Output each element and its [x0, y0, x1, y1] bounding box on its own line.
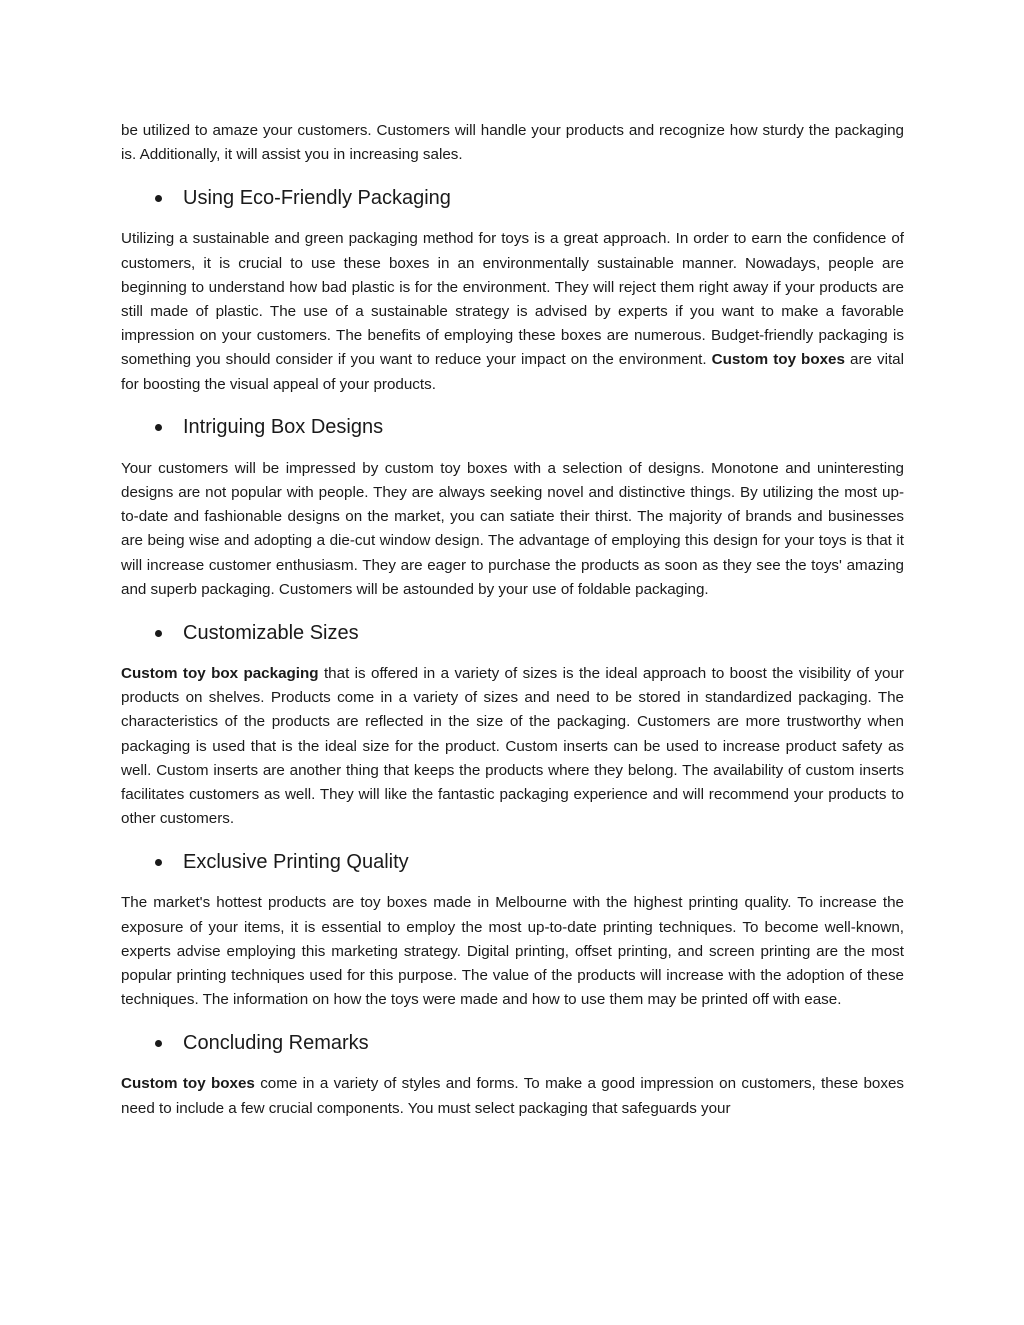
document-page — [121, 119, 904, 1121]
section-paragraph — [121, 227, 904, 396]
section-heading — [121, 414, 904, 442]
section-heading — [121, 848, 904, 876]
bold-keyword: Custom toy boxes — [121, 1075, 255, 1093]
section-heading — [121, 184, 904, 212]
section-paragraph: Your customers will be impressed by custom toy boxes with a selection of designs. Monotone and uninteresting designs are not popular with people. They are always seeking novel and distinctive things. By utilizing the most up-to-date and fashionable designs on the market, you can satiate their thirst. The majority of brands and businesses are being wise and adopting a die-cut window design. The advantage of employing this design for your toys is that it will increase customer enthusiasm. They are eager to purchase the products as soon as they see the toys' amazing and superb packaging. Customers will be astounded by your use of foldable packaging. — [121, 459, 904, 598]
section-heading — [121, 619, 904, 647]
bullet-icon — [155, 1040, 162, 1047]
heading-text: Exclusive Printing Quality — [183, 850, 409, 873]
bullet-icon — [155, 195, 162, 202]
heading-text: Using Eco-Friendly Packaging — [183, 186, 451, 209]
heading-text: Concluding Remarks — [183, 1031, 369, 1054]
intro-paragraph: be utilized to amaze your customers. Customers will handle your products and recognize how sturdy the packaging is. Additionally, it will assist you in increasing sales. — [121, 122, 904, 164]
heading-text: Intriguing Box Designs — [183, 416, 384, 439]
bullet-icon — [155, 859, 162, 866]
section-customizable-sizes — [121, 619, 904, 831]
section-paragraph — [121, 662, 904, 831]
bold-keyword: Custom toy box packaging — [121, 665, 319, 683]
section-box-designs — [121, 414, 904, 602]
section-concluding-remarks — [121, 1029, 904, 1120]
section-printing-quality — [121, 848, 904, 1012]
bullet-icon — [155, 424, 162, 431]
section-paragraph: The market's hottest products are toy boxes made in Melbourne with the highest printing quality. To increase the exposure of your items, it is essential to employ the most up-to-date printing techniques. To become well-known, experts advise employing this marketing strategy. Digital printing, offset printing, and screen printing are the most popular printing techniques used for this purpose. The value of the products will increase with the adoption of these techniques. The information on how the toys were made and how to use them may be printed off with ease. — [121, 894, 904, 1009]
bullet-icon — [155, 630, 162, 637]
paragraph-text: are vital for boosting the visual appeal of your products. — [121, 351, 904, 393]
paragraph-text: Utilizing a sustainable and green packaging method for toys is a great approach. In order to earn the confidence of customers, it is crucial to use these boxes in an environmentally sustainable manner. Nowadays, people are beginning to understand how bad plastic is for the environment. They will reject them right away if your products are still made of plastic. The use of a sustainable strategy is advised by experts if you want to make a favorable impression on your customers. The benefits of employing these boxes are numerous. Budget-friendly packaging is something you should consider if you want to reduce your impact on the environment. — [121, 230, 904, 369]
paragraph-text: come in a variety of styles and forms. To make a good impression on customers, these boxes need to include a few crucial components. You must select packaging that safeguards your — [121, 1075, 905, 1117]
section-eco-friendly — [121, 184, 904, 396]
heading-text: Customizable Sizes — [183, 621, 359, 644]
bold-keyword: Custom toy boxes — [711, 351, 845, 369]
paragraph-text: that is offered in a variety of sizes is the ideal approach to boost the visibility of your products on shelves. Products come in a variety of sizes and need to be stored in standardized packaging. The characteristics of the products are reflected in the size of the packaging. Customers are more trustworthy when packaging is used that is the ideal size for the product. Custom inserts can be used to increase product safety as well. Custom inserts are another thing that keeps the products where they belong. The availability of custom inserts facilitates customers as well. They will like the fantastic packaging experience and will recommend your products to other customers. — [121, 665, 904, 828]
section-heading — [121, 1029, 904, 1057]
section-paragraph — [121, 1072, 904, 1120]
